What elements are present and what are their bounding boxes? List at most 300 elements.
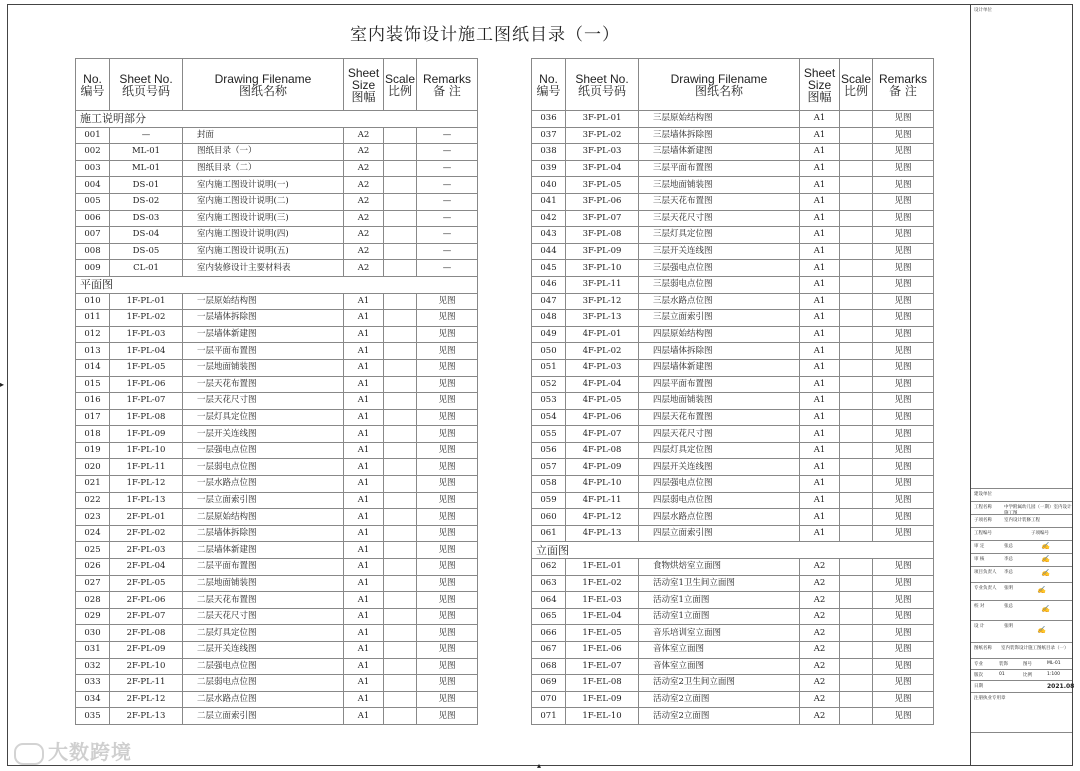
drawing-name: 一层原始结构图 — [183, 293, 344, 310]
table-row — [76, 691, 478, 708]
sheet-number: DS-02 — [110, 193, 183, 210]
table-row — [532, 642, 934, 659]
row-number: 018 — [76, 426, 110, 443]
drawing-name: 三层平面布置图 — [639, 160, 800, 177]
table-row — [532, 691, 934, 708]
drawing-name: 三层立面索引图 — [639, 310, 800, 327]
remarks-cell: 见图 — [873, 144, 934, 161]
scale-cell — [840, 293, 873, 310]
scale-cell — [384, 608, 417, 625]
table-row — [76, 293, 478, 310]
sheet-size: A1 — [344, 675, 384, 692]
section-row — [76, 111, 478, 128]
table-row — [76, 708, 478, 725]
col-sheet-header: Sheet No. 纸页号码 — [110, 59, 183, 111]
drawing-name: 三层地面铺装图 — [639, 177, 800, 194]
sheet-number: 1F-PL-06 — [110, 376, 183, 393]
remarks-cell: 见图 — [873, 559, 934, 576]
table-row — [532, 559, 934, 576]
sheet-number: 4F-PL-01 — [566, 326, 639, 343]
scale-cell — [384, 193, 417, 210]
col-scale-header: Scale 比例 — [384, 59, 417, 111]
sheet-size: A1 — [344, 642, 384, 659]
sheet-number: 3F-PL-03 — [566, 144, 639, 161]
section-row — [532, 542, 934, 559]
sheet-size: A2 — [800, 575, 840, 592]
sheet-number: 2F-PL-12 — [110, 691, 183, 708]
remarks-cell: 见图 — [873, 243, 934, 260]
table-row — [76, 575, 478, 592]
drawing-name: 四层水路点位图 — [639, 509, 800, 526]
row-number: 025 — [76, 542, 110, 559]
drawing-name: 一层平面布置图 — [183, 343, 344, 360]
table-row — [532, 509, 934, 526]
table-row — [76, 359, 478, 376]
scale-cell — [840, 675, 873, 692]
remarks-cell: 见图 — [417, 625, 478, 642]
scale-cell — [384, 393, 417, 410]
remarks-cell: 见图 — [873, 592, 934, 609]
remarks-cell: — — [417, 227, 478, 244]
sheet-size: A2 — [800, 559, 840, 576]
col-scale-header: Scale 比例 — [840, 59, 873, 111]
scale-cell — [840, 310, 873, 327]
table-row — [532, 260, 934, 277]
sheet-number: 1F-EL-04 — [566, 608, 639, 625]
sheet-size: A1 — [800, 127, 840, 144]
row-number: 008 — [76, 243, 110, 260]
drawing-name: 一层天花尺寸图 — [183, 393, 344, 410]
row-number: 031 — [76, 642, 110, 659]
remarks-cell: 见图 — [873, 476, 934, 493]
table-row — [532, 310, 934, 327]
row-number: 050 — [532, 343, 566, 360]
drawing-name: 一层墙体新建图 — [183, 326, 344, 343]
scale-cell — [384, 442, 417, 459]
row-number: 026 — [76, 559, 110, 576]
drawing-name: 四层原始结构图 — [639, 326, 800, 343]
sheet-number: 4F-PL-12 — [566, 509, 639, 526]
col-filename-header: Drawing Filename 图纸名称 — [183, 59, 344, 111]
remarks-cell: — — [417, 160, 478, 177]
row-number: 022 — [76, 492, 110, 509]
table-row — [76, 343, 478, 360]
table-row — [532, 376, 934, 393]
remarks-cell: 见图 — [417, 459, 478, 476]
drawing-name: 二层立面索引图 — [183, 708, 344, 725]
sheet-number: — — [110, 127, 183, 144]
drawing-name: 二层灯具定位图 — [183, 625, 344, 642]
row-number: 016 — [76, 393, 110, 410]
sheet-number: 1F-EL-01 — [566, 559, 639, 576]
tb-row-version: 版次 01 比例 1:100 — [971, 669, 1072, 680]
sheet-size: A1 — [344, 343, 384, 360]
drawing-name: 四层立面索引图 — [639, 525, 800, 542]
sheet-size: A1 — [344, 293, 384, 310]
sheet-number: 3F-PL-04 — [566, 160, 639, 177]
drawing-name: 一层地面铺装图 — [183, 359, 344, 376]
row-number: 046 — [532, 276, 566, 293]
row-number: 057 — [532, 459, 566, 476]
scale-cell — [840, 708, 873, 725]
table-row — [532, 160, 934, 177]
table-row — [76, 542, 478, 559]
row-number: 010 — [76, 293, 110, 310]
table-row — [532, 592, 934, 609]
row-number: 054 — [532, 409, 566, 426]
row-number: 060 — [532, 509, 566, 526]
remarks-cell: 见图 — [417, 442, 478, 459]
remarks-cell: 见图 — [417, 592, 478, 609]
signature-project-lead: ✍ — [1041, 568, 1050, 577]
remarks-cell: 见图 — [417, 658, 478, 675]
watermark-logo-icon — [14, 743, 44, 765]
row-number: 039 — [532, 160, 566, 177]
row-number: 052 — [532, 376, 566, 393]
row-number: 020 — [76, 459, 110, 476]
sheet-size: A1 — [800, 442, 840, 459]
sheet-number: 4F-PL-09 — [566, 459, 639, 476]
table-row — [532, 227, 934, 244]
scale-cell — [384, 675, 417, 692]
sheet-number: 2F-PL-03 — [110, 542, 183, 559]
table-row — [532, 708, 934, 725]
scale-cell — [384, 343, 417, 360]
row-number: 001 — [76, 127, 110, 144]
sheet-number: 4F-PL-02 — [566, 343, 639, 360]
row-number: 035 — [76, 708, 110, 725]
sheet-number: 4F-PL-05 — [566, 393, 639, 410]
drawing-name: 活动室1卫生间立面图 — [639, 575, 800, 592]
table-row — [532, 426, 934, 443]
table-row — [532, 144, 934, 161]
table-row — [76, 227, 478, 244]
sheet-size: A2 — [800, 658, 840, 675]
drawing-name: 三层原始结构图 — [639, 111, 800, 128]
drawing-index-table-right — [531, 58, 934, 725]
row-number: 038 — [532, 144, 566, 161]
drawing-name: 室内施工图设计说明(一) — [183, 177, 344, 194]
sheet-number: 1F-PL-01 — [110, 293, 183, 310]
table-row — [76, 326, 478, 343]
drawing-name: 三层强电点位图 — [639, 260, 800, 277]
table-row — [76, 592, 478, 609]
sheet-size: A1 — [800, 293, 840, 310]
remarks-cell: 见图 — [417, 708, 478, 725]
scale-cell — [840, 492, 873, 509]
row-number: 015 — [76, 376, 110, 393]
table-row — [76, 492, 478, 509]
sheet-size: A1 — [344, 476, 384, 493]
scale-cell — [840, 459, 873, 476]
row-number: 047 — [532, 293, 566, 310]
sheet-size: A1 — [800, 144, 840, 161]
project-row: 工程名称 中学附属幼儿园（一期）室内设计施工图 — [971, 501, 1072, 513]
drawing-name: 封面 — [183, 127, 344, 144]
sheet-size: A1 — [344, 409, 384, 426]
row-number: 028 — [76, 592, 110, 609]
drawing-name: 四层平面布置图 — [639, 376, 800, 393]
row-number: 053 — [532, 393, 566, 410]
sheet-size: A2 — [344, 160, 384, 177]
remarks-cell: — — [417, 177, 478, 194]
drawing-name: 活动室2立面图 — [639, 691, 800, 708]
table-row — [76, 459, 478, 476]
sheet-number: 1F-PL-13 — [110, 492, 183, 509]
remarks-cell: 见图 — [873, 625, 934, 642]
drawing-name: 二层地面铺装图 — [183, 575, 344, 592]
scale-cell — [384, 310, 417, 327]
remarks-cell: 见图 — [873, 675, 934, 692]
remarks-cell: 见图 — [873, 658, 934, 675]
sheet-size: A1 — [344, 691, 384, 708]
table-row — [532, 359, 934, 376]
table-row — [532, 459, 934, 476]
sheet-number: 4F-PL-11 — [566, 492, 639, 509]
scale-cell — [840, 642, 873, 659]
row-number: 066 — [532, 625, 566, 642]
drawing-name: 音体室立面图 — [639, 642, 800, 659]
drawing-name: 二层开关连线图 — [183, 642, 344, 659]
drawing-name: 一层弱电点位图 — [183, 459, 344, 476]
sheet-size: A2 — [800, 691, 840, 708]
row-number: 013 — [76, 343, 110, 360]
remarks-cell: 见图 — [417, 675, 478, 692]
sheet-number: 1F-EL-03 — [566, 592, 639, 609]
sheet-number: 3F-PL-05 — [566, 177, 639, 194]
drawing-name: 二层墙体新建图 — [183, 542, 344, 559]
section-title: 平面图 — [76, 276, 478, 293]
scale-cell — [384, 326, 417, 343]
scale-cell — [840, 525, 873, 542]
drawing-name: 二层强电点位图 — [183, 658, 344, 675]
drawing-name: 食物烘焙室立面图 — [639, 559, 800, 576]
scale-cell — [840, 177, 873, 194]
drawing-name: 活动室2立面图 — [639, 708, 800, 725]
row-number: 023 — [76, 509, 110, 526]
table-row — [76, 260, 478, 277]
table-row — [76, 144, 478, 161]
row-number: 012 — [76, 326, 110, 343]
drawing-name: 二层墙体拆除图 — [183, 525, 344, 542]
table-row — [532, 177, 934, 194]
tb-row-footer — [971, 732, 1072, 766]
drawing-name: 四层墙体拆除图 — [639, 343, 800, 360]
table-row — [532, 243, 934, 260]
col-size-header: Sheet Size 图幅 — [344, 59, 384, 111]
drawing-name: 一层开关连线图 — [183, 426, 344, 443]
sheet-number: 1F-PL-10 — [110, 442, 183, 459]
table-row — [76, 393, 478, 410]
row-number: 045 — [532, 260, 566, 277]
sheet-number: 1F-EL-09 — [566, 691, 639, 708]
sheet-number: 3F-PL-08 — [566, 227, 639, 244]
remarks-cell: 见图 — [873, 326, 934, 343]
scale-cell — [384, 525, 417, 542]
scale-cell — [840, 343, 873, 360]
row-number: 033 — [76, 675, 110, 692]
row-number: 003 — [76, 160, 110, 177]
col-remarks-header: Remarks 备 注 — [417, 59, 478, 111]
row-number: 037 — [532, 127, 566, 144]
sheet-size: A1 — [344, 376, 384, 393]
remarks-cell: 见图 — [417, 608, 478, 625]
sheet-number: 1F-PL-05 — [110, 359, 183, 376]
sheet-size: A1 — [800, 359, 840, 376]
remarks-cell: 见图 — [873, 177, 934, 194]
drawing-name: 一层水路点位图 — [183, 476, 344, 493]
row-number: 043 — [532, 227, 566, 244]
table-row — [532, 127, 934, 144]
remarks-cell: — — [417, 193, 478, 210]
tb-row-seal: 注册执业专用章 — [971, 692, 1072, 732]
scale-cell — [840, 210, 873, 227]
sheet-size: A1 — [344, 559, 384, 576]
scale-cell — [840, 476, 873, 493]
remarks-cell: 见图 — [873, 691, 934, 708]
sheet-size: A2 — [800, 608, 840, 625]
row-number: 014 — [76, 359, 110, 376]
scale-cell — [840, 409, 873, 426]
scale-cell — [384, 177, 417, 194]
sheet-number: 2F-PL-02 — [110, 525, 183, 542]
sheet-size: A2 — [344, 243, 384, 260]
table-row — [76, 210, 478, 227]
remarks-cell: 见图 — [417, 476, 478, 493]
sheet-size: A2 — [344, 144, 384, 161]
sheet-size: A1 — [800, 243, 840, 260]
section-title: 施工说明部分 — [76, 111, 478, 128]
table-row — [532, 326, 934, 343]
table-row — [532, 625, 934, 642]
table-row — [76, 658, 478, 675]
sheet-number: 2F-PL-10 — [110, 658, 183, 675]
drawing-name: 活动室2卫生间立面图 — [639, 675, 800, 692]
table-row — [532, 409, 934, 426]
drawing-name: 二层天花布置图 — [183, 592, 344, 609]
sheet-number: 3F-PL-02 — [566, 127, 639, 144]
tb-row-discipline-lead: 专业负责人 张明 ✍ — [971, 582, 1072, 600]
row-number: 059 — [532, 492, 566, 509]
row-number: 041 — [532, 193, 566, 210]
row-number: 029 — [76, 608, 110, 625]
remarks-cell: 见图 — [417, 343, 478, 360]
row-number: 032 — [76, 658, 110, 675]
sheet-size: A1 — [344, 326, 384, 343]
drawing-name: 音体室立面图 — [639, 658, 800, 675]
sheet-number: 3F-PL-13 — [566, 310, 639, 327]
sheet-number: 1F-PL-12 — [110, 476, 183, 493]
sheet-size: A1 — [344, 509, 384, 526]
row-number: 070 — [532, 691, 566, 708]
sheet-size: A1 — [800, 111, 840, 128]
sheet-number: 4F-PL-10 — [566, 476, 639, 493]
remarks-cell: 见图 — [417, 376, 478, 393]
sheet-size: A2 — [800, 592, 840, 609]
drawing-name: 四层灯具定位图 — [639, 442, 800, 459]
drawing-name: 二层天花尺寸图 — [183, 608, 344, 625]
table-row — [532, 575, 934, 592]
client-row: 建设单位 — [971, 488, 1072, 500]
scale-cell — [840, 509, 873, 526]
sheet-size: A1 — [344, 492, 384, 509]
remarks-cell: 见图 — [873, 227, 934, 244]
remarks-cell: 见图 — [873, 127, 934, 144]
table-row — [532, 276, 934, 293]
remarks-cell: — — [417, 210, 478, 227]
tb-row-proofread: 校 对 张总 ✍ — [971, 600, 1072, 620]
row-number: 004 — [76, 177, 110, 194]
table-row — [76, 160, 478, 177]
remarks-cell: 见图 — [417, 642, 478, 659]
sheet-size: A2 — [800, 642, 840, 659]
drawing-name: 一层立面索引图 — [183, 492, 344, 509]
signature-approved: ✍ — [1041, 541, 1050, 550]
scale-cell — [840, 426, 873, 443]
remarks-cell: 见图 — [873, 492, 934, 509]
sheet-size: A1 — [800, 193, 840, 210]
scale-cell — [384, 691, 417, 708]
row-number: 068 — [532, 658, 566, 675]
row-number: 007 — [76, 227, 110, 244]
scale-cell — [840, 160, 873, 177]
row-number: 017 — [76, 409, 110, 426]
drawing-name: 一层天花布置图 — [183, 376, 344, 393]
sheet-number: 1F-PL-07 — [110, 393, 183, 410]
sheet-size: A1 — [800, 326, 840, 343]
drawing-name: 四层天花尺寸图 — [639, 426, 800, 443]
remarks-cell: 见图 — [873, 509, 934, 526]
table-row — [532, 293, 934, 310]
remarks-cell: 见图 — [873, 260, 934, 277]
table-row — [76, 409, 478, 426]
sheet-number: 3F-PL-01 — [566, 111, 639, 128]
scale-cell — [840, 625, 873, 642]
sheet-number: 2F-PL-08 — [110, 625, 183, 642]
scale-cell — [840, 559, 873, 576]
scale-cell — [840, 376, 873, 393]
sheet-size: A1 — [800, 459, 840, 476]
row-number: 009 — [76, 260, 110, 277]
scale-cell — [840, 127, 873, 144]
sheet-size: A1 — [800, 260, 840, 277]
table-row — [76, 642, 478, 659]
scale-cell — [840, 359, 873, 376]
remarks-cell: 见图 — [873, 193, 934, 210]
remarks-cell: 见图 — [417, 492, 478, 509]
drawing-name: 二层平面布置图 — [183, 559, 344, 576]
signature-checked: ✍ — [1041, 554, 1050, 563]
sheet-size: A2 — [800, 675, 840, 692]
sheet-number: 1F-PL-03 — [110, 326, 183, 343]
table-row — [532, 492, 934, 509]
scale-cell — [384, 127, 417, 144]
sheet-size: A2 — [344, 227, 384, 244]
row-number: 011 — [76, 310, 110, 327]
remarks-cell: 见图 — [873, 459, 934, 476]
remarks-cell: 见图 — [873, 276, 934, 293]
sheet-size: A1 — [800, 525, 840, 542]
drawing-name: 活动室1立面图 — [639, 608, 800, 625]
row-number: 056 — [532, 442, 566, 459]
tb-row-project-lead: 项目负责人 李总 ✍ — [971, 566, 1072, 582]
scale-cell — [840, 193, 873, 210]
drawing-name: 图纸目录（一） — [183, 144, 344, 161]
row-number: 019 — [76, 442, 110, 459]
sheet-number: 2F-PL-07 — [110, 608, 183, 625]
drawing-name: 音乐培训室立面图 — [639, 625, 800, 642]
sheet-size: A1 — [800, 227, 840, 244]
